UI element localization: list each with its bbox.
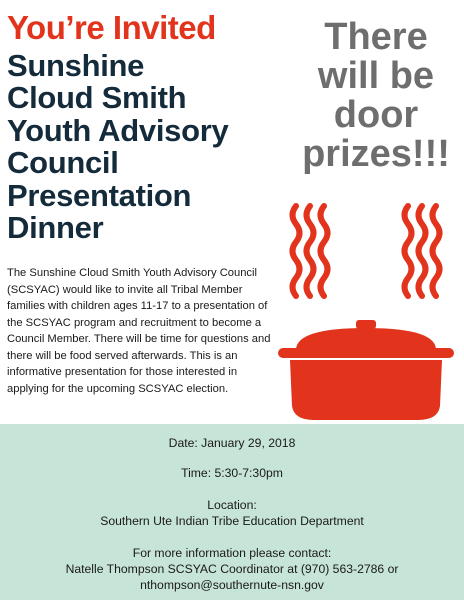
steam-wisp: [293, 206, 300, 296]
event-title-line: Dinner: [7, 210, 104, 246]
location-label: Location:: [207, 498, 257, 512]
event-description: The Sunshine Cloud Smith Youth Advisory Council (SCSYAC) would like to invite all Tribal Member families with children ages 11-17 to a presentation of the SCSYAC program and recruitment to become a Council Member. There will be time for questions and there will be food served afterwards. This is an informative presentation for those interested in applying for the upcoming SCSYAC election.: [7, 267, 271, 395]
door-prizes-line: will be: [317, 55, 435, 97]
event-time: Time: 5:30-7:30pm: [181, 466, 283, 480]
event-title-line: Cloud Smith: [7, 80, 187, 116]
invitation-heading: You’re Invited: [7, 9, 216, 46]
door-prizes-line: There: [324, 16, 428, 58]
steam-wisp: [405, 206, 412, 296]
door-prizes-callout: [296, 18, 456, 174]
steam-wisp: [321, 206, 328, 296]
event-details-band: [0, 424, 464, 600]
event-title-line: Youth Advisory: [7, 112, 229, 148]
event-title-line: Presentation: [7, 177, 192, 213]
event-title-line: Sunshine: [7, 48, 145, 83]
steam-wisp: [419, 206, 426, 296]
steam-wisp: [433, 206, 440, 296]
contact-details: Natelle Thompson SCSYAC Coordinator at (970) 563-2786 or: [65, 562, 399, 576]
event-title-line: Council: [7, 145, 119, 181]
steam-wisps: [293, 206, 440, 296]
door-prizes-line: door: [333, 94, 419, 136]
contact-email: nthompson@southernute-nsn.gov: [140, 578, 324, 592]
steaming-pot-icon: [268, 200, 464, 424]
event-date: Date: January 29, 2018: [168, 436, 296, 450]
event-location: Southern Ute Indian Tribe Education Department: [100, 514, 364, 528]
steam-wisp: [307, 206, 314, 296]
pot-body: [278, 320, 454, 420]
door-prizes-line: prizes!!!: [302, 133, 450, 175]
contact-intro: For more information please contact:: [132, 546, 332, 560]
event-title: [7, 50, 297, 244]
